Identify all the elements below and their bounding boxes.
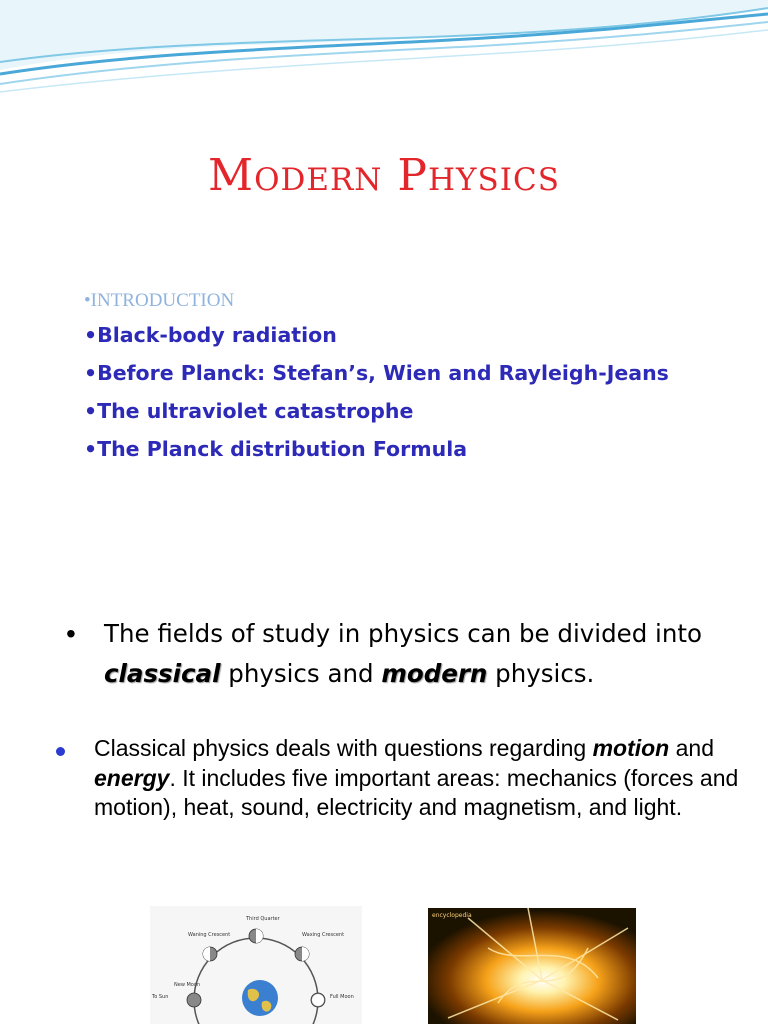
sub-bullet — [56, 734, 746, 823]
bullet-planck-formula: •The Planck distribution Formula — [84, 437, 468, 461]
slide-classical-modern — [0, 576, 768, 1024]
emphasis-motion: motion — [592, 735, 670, 761]
burst-graphic — [428, 908, 636, 1024]
emphasis-classical: classical — [104, 659, 221, 688]
bullet-marker: • — [66, 618, 76, 649]
bullet-introduction: •INTRODUCTION — [84, 290, 235, 311]
bullet-ultraviolet: •The ultraviolet catastrophe — [84, 399, 414, 423]
label-to-sun: To Sun — [152, 994, 169, 1000]
topic-list — [84, 290, 724, 472]
text-segment: . It includes five important areas: mechanics (forces and motion), heat, sound, electricity and magnetism, and light. — [94, 764, 739, 820]
slide-title-text: Modern Physics — [208, 150, 560, 201]
energy-burst-image — [428, 908, 636, 1024]
label-full-moon: Full Moon — [330, 994, 354, 1000]
wave-decoration — [0, 0, 768, 110]
bullet-before-planck: •Before Planck: Stefan’s, Wien and Rayleigh-Jeans — [84, 361, 669, 385]
label-waning-crescent: Waning Crescent — [188, 932, 231, 938]
text-segment: The fields of study in physics can be divided into — [104, 619, 702, 648]
sub-bullet-text — [94, 734, 746, 823]
main-bullet — [66, 614, 746, 694]
label-third-quarter: Third Quarter — [246, 916, 280, 922]
label-new-moon: New Moon — [174, 982, 201, 988]
main-bullet-text — [104, 614, 746, 694]
text-segment: physics. — [487, 659, 595, 688]
bullet-black-body: •Black-body radiation — [84, 323, 337, 347]
image-caption: encyclopedia — [432, 912, 472, 919]
moon-phases-image — [150, 906, 362, 1024]
text-segment: Classical physics deals with questions regarding — [94, 735, 593, 761]
round-bullet-icon — [56, 734, 94, 823]
label-waxing-crescent: Waxing Crescent — [302, 932, 345, 938]
emphasis-energy: energy — [94, 764, 170, 791]
emphasis-modern: modern — [381, 659, 488, 688]
text-segment: and — [669, 735, 714, 761]
text-segment: physics and — [220, 659, 382, 688]
